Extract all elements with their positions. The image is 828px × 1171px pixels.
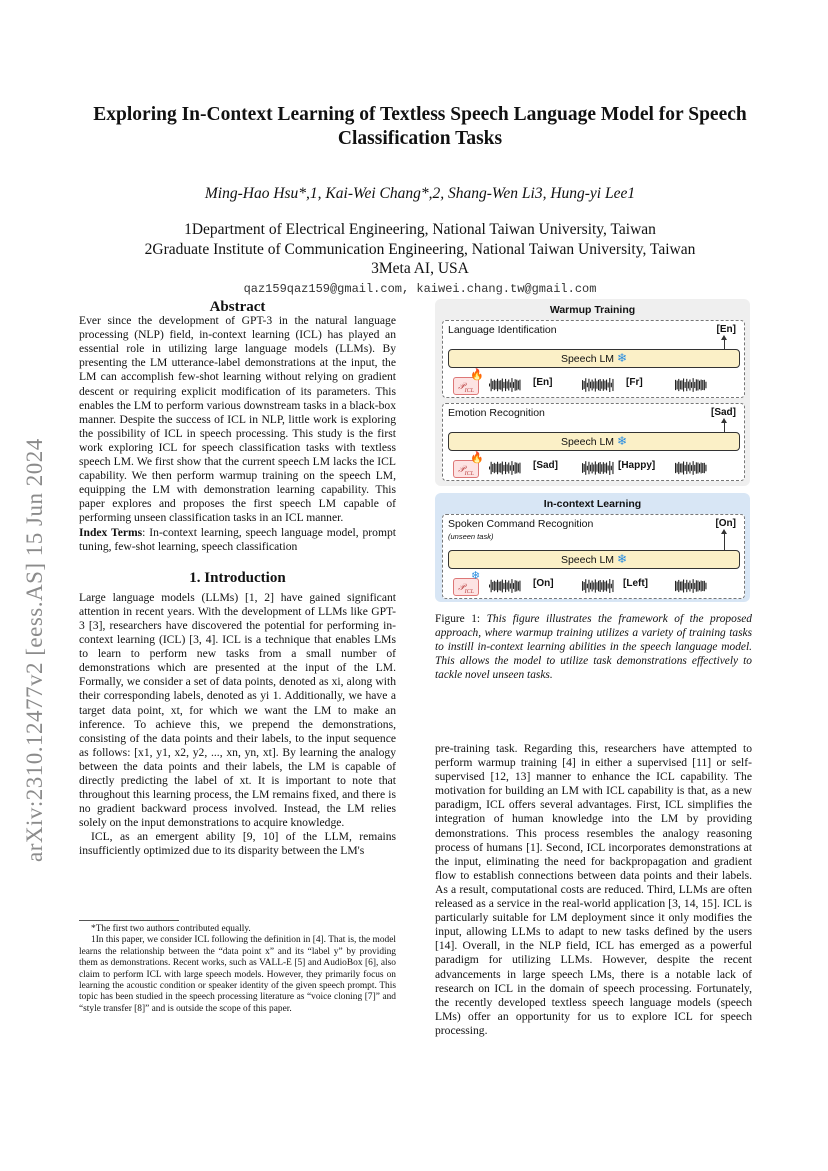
waveform-bar — [592, 581, 593, 592]
waveform-bar — [518, 582, 519, 591]
paper-title: Exploring In-Context Learning of Textless Speech Language Model for Speech Classification Tasks — [93, 104, 747, 149]
waveform-bar — [598, 463, 599, 474]
waveform-bar — [677, 381, 678, 390]
speech-lm-block — [448, 550, 740, 569]
waveform-bar — [696, 379, 697, 390]
waveform-bar — [489, 467, 490, 470]
waveform-bar — [505, 379, 506, 391]
left-column — [79, 300, 396, 859]
waveform-bar — [492, 582, 493, 590]
waveform-bar — [587, 466, 588, 470]
waveform-bar — [519, 581, 520, 592]
waveform-icon — [675, 378, 707, 392]
waveform-bar — [595, 378, 596, 391]
icl-prompt-box: 𝒫$_{ICL}$ — [453, 377, 479, 395]
waveform-bar — [609, 378, 610, 392]
waveform-bar — [603, 462, 604, 474]
waveform-bar — [678, 379, 679, 391]
waveform-bar — [681, 463, 682, 472]
waveform-bar — [511, 378, 512, 392]
frozen-prompt-snowflake-icon: ❄ — [471, 570, 481, 582]
waveform-bar — [518, 381, 519, 390]
waveform-bar — [500, 463, 501, 472]
waveform-bar — [593, 464, 594, 471]
waveform-bar — [592, 463, 593, 474]
waveform-bar — [688, 382, 689, 389]
waveform-bar — [689, 463, 690, 474]
trainable-flame-icon: 🔥 — [470, 369, 484, 381]
waveform-bar — [500, 581, 501, 590]
waveform-bar — [587, 383, 588, 387]
waveform-bar — [600, 462, 601, 474]
waveform-bar — [601, 381, 602, 388]
speech-lm-label: Speech LM — [560, 554, 615, 566]
waveform-bar — [688, 583, 689, 590]
waveform-bar — [609, 461, 610, 475]
waveform-bar — [604, 381, 605, 390]
waveform-bar — [503, 583, 504, 589]
task-output: [Sad] — [711, 407, 736, 418]
waveform-bar — [702, 463, 703, 473]
icl-panel — [435, 493, 750, 602]
speech-lm-block — [448, 349, 740, 368]
waveform-bar — [612, 462, 613, 474]
footnotes — [79, 920, 396, 1015]
waveform-bar — [697, 463, 698, 474]
waveform-bar — [499, 582, 500, 591]
waveform-bar — [612, 379, 613, 391]
waveform-bar — [701, 380, 702, 391]
waveform-bar — [494, 581, 495, 591]
waveform-bar — [505, 462, 506, 474]
waveform-bar — [704, 581, 705, 591]
waveform-bar — [510, 583, 511, 588]
speech-waveform-icons — [483, 374, 773, 396]
index-terms — [79, 526, 396, 554]
waveform-bar — [677, 464, 678, 473]
waveform-bar — [693, 461, 694, 475]
affiliation-1: 1Department of Electrical Engineering, National Taiwan University, Taiwan — [184, 221, 656, 238]
waveform-bar — [702, 380, 703, 390]
waveform-bar — [492, 464, 493, 472]
waveform-bar — [603, 580, 604, 592]
waveform-bar — [588, 462, 589, 474]
waveform-bar — [495, 582, 496, 590]
waveform-bar — [588, 379, 589, 391]
waveform-bar — [495, 381, 496, 389]
waveform-bar — [612, 580, 613, 592]
waveform-bar — [697, 581, 698, 592]
waveform-bar — [694, 465, 695, 471]
icl-title: In-context Learning — [543, 498, 642, 510]
waveform-bar — [598, 380, 599, 391]
waveform-bar — [600, 379, 601, 391]
waveform-bar — [502, 379, 503, 392]
waveform-bar — [582, 380, 583, 390]
speech-lm-label: Speech LM — [560, 353, 615, 365]
waveform-bar — [704, 380, 705, 390]
speech-waveform-icons — [483, 457, 773, 479]
waveform-bar — [611, 584, 612, 588]
waveform-bar — [508, 581, 509, 592]
waveform-bar — [489, 384, 490, 387]
waveform-bar — [680, 464, 681, 473]
output-arrow — [724, 422, 725, 432]
waveform-icon — [675, 461, 707, 475]
waveform-bar — [587, 584, 588, 588]
waveform-icon — [582, 378, 614, 392]
waveform-bar — [519, 463, 520, 474]
waveform-bar — [595, 461, 596, 474]
task-subtitle: (unseen task) — [448, 532, 494, 541]
affiliation-2: 2Graduate Institute of Communication Engineering, National Taiwan University, Taiwan — [144, 241, 696, 258]
waveform-bar — [499, 464, 500, 473]
task-language-identification — [442, 320, 745, 398]
waveform-bar — [508, 380, 509, 391]
waveform-bar — [593, 381, 594, 388]
author-emails: qaz159qaz159@gmail.com, kaiwei.chang.tw@gmail.com — [243, 282, 597, 296]
waveform-bar — [518, 464, 519, 473]
trainable-flame-icon: 🔥 — [470, 452, 484, 464]
waveform-bar — [696, 580, 697, 591]
frozen-snowflake-icon: ❄ — [616, 434, 628, 448]
waveform-bar — [689, 380, 690, 391]
waveform-bar — [603, 379, 604, 391]
task-name: Spoken Command Recognition — [448, 518, 594, 530]
label-token-1: [On] — [533, 578, 554, 589]
waveform-bar — [494, 463, 495, 473]
waveform-bar — [590, 465, 591, 472]
waveform-bar — [611, 466, 612, 470]
waveform-bar — [699, 582, 700, 591]
waveform-bar — [683, 579, 684, 592]
waveform-bar — [497, 379, 498, 391]
waveform-bar — [677, 582, 678, 591]
waveform-bar — [694, 382, 695, 388]
waveform-bar — [683, 461, 684, 474]
waveform-bar — [584, 582, 585, 590]
waveform-bar — [502, 580, 503, 593]
waveform-bar — [691, 583, 692, 589]
waveform-bar — [497, 462, 498, 474]
waveform-bar — [675, 581, 676, 591]
task-name: Language Identification — [448, 324, 557, 336]
waveform-icon — [582, 461, 614, 475]
speech-waveform-icons — [483, 575, 773, 597]
waveform-bar — [500, 380, 501, 389]
waveform-bar — [507, 381, 508, 388]
right-column-text: pre-training task. Regarding this, researchers have attempted to perform warmup training [4] in either a supervised [11] or self-supervised [12, 13] manner to enhance the ICL capability. The motivation for building an LM with ICL capability is that, as a new paradigm, ICL offers several advantages. First, ICL simplifies the integration of human knowledge into the LM by providing demonstrations. This process resembles the analogy reasoning process of humans [1]. Second, ICL incorporates demonstrations at the input, eliminating the need for backpropagation and gradient flow to establish connections between data points and their labels. As a result, computational costs are reduced. Third, LLMs are often released as a service in the real-world application [3, 14, 15]. ICL is particularly suitable for LM deployment since it only modifies the input, allowing LLMs to adapt to new tasks defined by the users [14]. Overall, in the NLP field, ICL has emerged as a powerful paradigm for utilizing LLMs. However, despite the recent advancements in large speech LMs, there is a notable lack of research on ICL in the domain of speech processing. Fortunately, the recently developed textless speech language models (speech LMs) offer an opportunity for us to explore ICL for speech processing. — [435, 742, 752, 1037]
waveform-bar — [515, 379, 516, 391]
waveform-bar — [699, 381, 700, 390]
task-name: Emotion Recognition — [448, 407, 545, 419]
waveform-bar — [686, 379, 687, 391]
frozen-snowflake-icon: ❄ — [616, 351, 628, 365]
waveform-bar — [516, 581, 517, 592]
label-token-1: [Sad] — [533, 460, 558, 471]
waveform-bar — [598, 581, 599, 592]
speech-lm-block — [448, 432, 740, 451]
waveform-bar — [596, 381, 597, 388]
waveform-bar — [681, 380, 682, 389]
output-arrow — [724, 533, 725, 551]
figure-1 — [435, 299, 750, 602]
waveform-bar — [595, 579, 596, 592]
waveform-bar — [510, 465, 511, 470]
waveform-bar — [592, 380, 593, 391]
icl-prompt-box: 𝒫$_{ICL}$ — [453, 578, 479, 596]
waveform-bar — [681, 581, 682, 590]
waveform-bar — [609, 579, 610, 593]
intro-paragraph-2: ICL, as an emergent ability [9, 10] of the LLM, remains insufficiently optimized due to its disparity between the LM's — [79, 830, 396, 858]
waveform-bar — [585, 461, 586, 475]
index-terms-label: Index Terms — [79, 525, 143, 539]
task-emotion-recognition — [442, 403, 745, 481]
waveform-bar — [705, 382, 706, 389]
index-terms-text: : In-context learning, speech language model, prompt tuning, few-shot learning, speech classification — [79, 525, 397, 553]
arxiv-side-label: arXiv:2310.12477v2 [eess.AS] 15 Jun 2024 — [22, 438, 47, 862]
icl-prompt-box: 𝒫$_{ICL}$ — [453, 460, 479, 478]
footnote-icl-definition: 1In this paper, we consider ICL following the definition in [4]. That is, the model learns the relationship between the “data point x” and its “label y” by providing them as demonstrations. Recent works, such as VALL-E [5] and AudioBox [6], also claim to perform ICL with large speech models. However, they primarily focus on learning the acoustic condition or speaker identity of the given speech prompt. This topic has been studied in the speech processing literature as “voice cloning [7]” and “style transfer [8]” and is outside the scope of this paper. — [79, 935, 396, 1014]
waveform-bar — [608, 382, 609, 387]
intro-heading: 1. Introduction — [189, 569, 286, 586]
waveform-bar — [608, 465, 609, 470]
waveform-bar — [675, 463, 676, 473]
waveform-bar — [492, 381, 493, 389]
waveform-bar — [513, 382, 514, 388]
waveform-bar — [494, 380, 495, 390]
waveform-bar — [600, 580, 601, 592]
waveform-bar — [701, 581, 702, 592]
waveform-bar — [611, 383, 612, 387]
waveform-icon — [489, 461, 521, 475]
waveform-bar — [604, 464, 605, 473]
frozen-snowflake-icon: ❄ — [616, 552, 628, 566]
task-spoken-command-recognition — [442, 514, 745, 599]
waveform-bar — [582, 581, 583, 591]
waveform-bar — [491, 580, 492, 592]
waveform-bar — [505, 580, 506, 592]
waveform-bar — [491, 462, 492, 474]
waveform-bar — [688, 465, 689, 472]
waveform-bar — [585, 579, 586, 593]
waveform-bar — [497, 580, 498, 592]
warmup-title: Warmup Training — [549, 304, 636, 316]
waveform-icon — [582, 579, 614, 593]
caption-label: Figure 1: — [435, 613, 487, 625]
waveform-bar — [596, 582, 597, 589]
waveform-bar — [699, 464, 700, 473]
waveform-bar — [683, 378, 684, 391]
output-arrow — [724, 339, 725, 349]
waveform-bar — [686, 580, 687, 592]
waveform-bar — [694, 583, 695, 589]
waveform-bar — [511, 461, 512, 475]
waveform-bar — [608, 583, 609, 588]
waveform-bar — [507, 582, 508, 589]
footnote-equal-contribution: *The first two authors contributed equally. — [91, 924, 251, 934]
waveform-bar — [503, 465, 504, 471]
waveform-bar — [588, 580, 589, 592]
waveform-bar — [503, 382, 504, 388]
waveform-bar — [678, 580, 679, 592]
waveform-bar — [693, 378, 694, 392]
waveform-bar — [513, 465, 514, 471]
waveform-bar — [513, 583, 514, 589]
affiliation-3: 3Meta AI, USA — [371, 260, 469, 277]
footnote-rule — [79, 920, 179, 921]
waveform-bar — [704, 463, 705, 473]
figure-caption — [435, 612, 752, 682]
waveform-bar — [705, 465, 706, 472]
waveform-bar — [689, 581, 690, 592]
waveform-bar — [507, 464, 508, 471]
waveform-bar — [686, 462, 687, 474]
waveform-bar — [606, 463, 607, 474]
waveform-icon — [675, 579, 707, 593]
waveform-bar — [601, 464, 602, 471]
waveform-bar — [516, 463, 517, 474]
label-token-2: [Left] — [623, 578, 648, 589]
waveform-bar — [693, 579, 694, 593]
abstract-heading: Abstract — [209, 299, 266, 315]
waveform-bar — [519, 380, 520, 391]
author-list: Ming-Hao Hsu*,1, Kai-Wei Chang*,2, Shang-Wen Li3, Hung-yi Lee1 — [204, 185, 636, 202]
abstract-text: Ever since the development of GPT-3 in the natural language processing (NLP) field, in-context learning (ICL) has played an essential role in utilizing large language models (LLMs). By presenting the LM utterance-label demonstrations at the input, the LM can accomplish few-shot learning without relying on gradient descent or requiring explicit modification of its parameters. This enables the LM to perform various downstream tasks in a black-box manner. Despite the success of ICL in NLP, little work is exploring the possibility of ICL in speech processing. This study is the first work exploring ICL for speech classification tasks with textless speech LM. We first show that the current speech LM lacks the ICL capability. We then perform warmup training on the speech LM, equipping the LM with demonstration learning capability. This paper explores and proposes the first speech LM capable of performing unseen classification tasks in an ICL manner. — [79, 314, 396, 525]
waveform-bar — [502, 462, 503, 475]
waveform-bar — [675, 380, 676, 390]
waveform-bar — [596, 464, 597, 471]
waveform-bar — [515, 462, 516, 474]
waveform-icon — [489, 378, 521, 392]
waveform-bar — [680, 582, 681, 591]
waveform-bar — [508, 463, 509, 474]
waveform-bar — [604, 582, 605, 591]
waveform-bar — [705, 583, 706, 590]
waveform-bar — [701, 463, 702, 474]
waveform-bar — [516, 380, 517, 391]
caption-text: This figure illustrates the framework of the proposed approach, where warmup training utilizes a variety of training tasks to instill in-context learning abilities in the speech language model. This allows the model to utilize task demonstrations effectively to tackle novel unseen tasks. — [435, 613, 752, 682]
waveform-bar — [582, 463, 583, 473]
task-output: [On] — [715, 518, 736, 529]
waveform-bar — [680, 381, 681, 390]
waveform-bar — [499, 381, 500, 390]
waveform-bar — [585, 378, 586, 392]
waveform-icon — [489, 579, 521, 593]
waveform-bar — [697, 380, 698, 391]
waveform-bar — [678, 462, 679, 474]
waveform-bar — [702, 581, 703, 591]
waveform-bar — [584, 464, 585, 472]
label-token-1: [En] — [533, 377, 553, 388]
waveform-bar — [685, 583, 686, 589]
waveform-bar — [584, 381, 585, 389]
waveform-bar — [685, 465, 686, 471]
waveform-bar — [489, 585, 490, 588]
waveform-bar — [606, 581, 607, 592]
warmup-panel — [435, 299, 750, 486]
waveform-bar — [691, 382, 692, 388]
waveform-bar — [606, 380, 607, 391]
waveform-bar — [510, 382, 511, 387]
waveform-bar — [590, 583, 591, 590]
waveform-bar — [495, 464, 496, 472]
speech-lm-label: Speech LM — [560, 436, 615, 448]
waveform-bar — [511, 579, 512, 593]
waveform-bar — [691, 465, 692, 471]
waveform-bar — [590, 382, 591, 389]
waveform-bar — [685, 382, 686, 388]
label-token-2: [Happy] — [618, 460, 656, 471]
waveform-bar — [491, 379, 492, 391]
waveform-bar — [515, 580, 516, 592]
waveform-bar — [593, 582, 594, 589]
task-output: [En] — [716, 324, 736, 335]
intro-paragraph-1: Large language models (LLMs) [1, 2] have gained significant attention in recent years. With the development of LLMs like GPT-3 [3], researchers have discovered the potential for performing in-context learning (ICL) [3, 4]. ICL is a technique that enables LMs to learn to perform new tasks from a small number of demonstrations which are presented at the input of the LM. Formally, we consider a set of data points, denoted as xi, along with their corresponding labels, denoted as yi 1. Additionally, we have a target data point, xt, for which we want the LM to make an inference. To achieve this, we prepend the demonstrations, consisting of the data points and their labels, to the input sequence as follows: [x1, y1, x2, y2, ..., xn, yn, xt]. By learning the analogy between the data points and their labels, the LM is capable of directly predicting the label of xt. It is important to note that throughout this learning process, the LM remains fixed, and there is no gradient backward process involved. Instead, the LM relies solely on the input demonstrations to acquire knowledge. — [79, 590, 396, 830]
waveform-bar — [601, 582, 602, 589]
label-token-2: [Fr] — [626, 377, 643, 388]
waveform-bar — [696, 462, 697, 473]
